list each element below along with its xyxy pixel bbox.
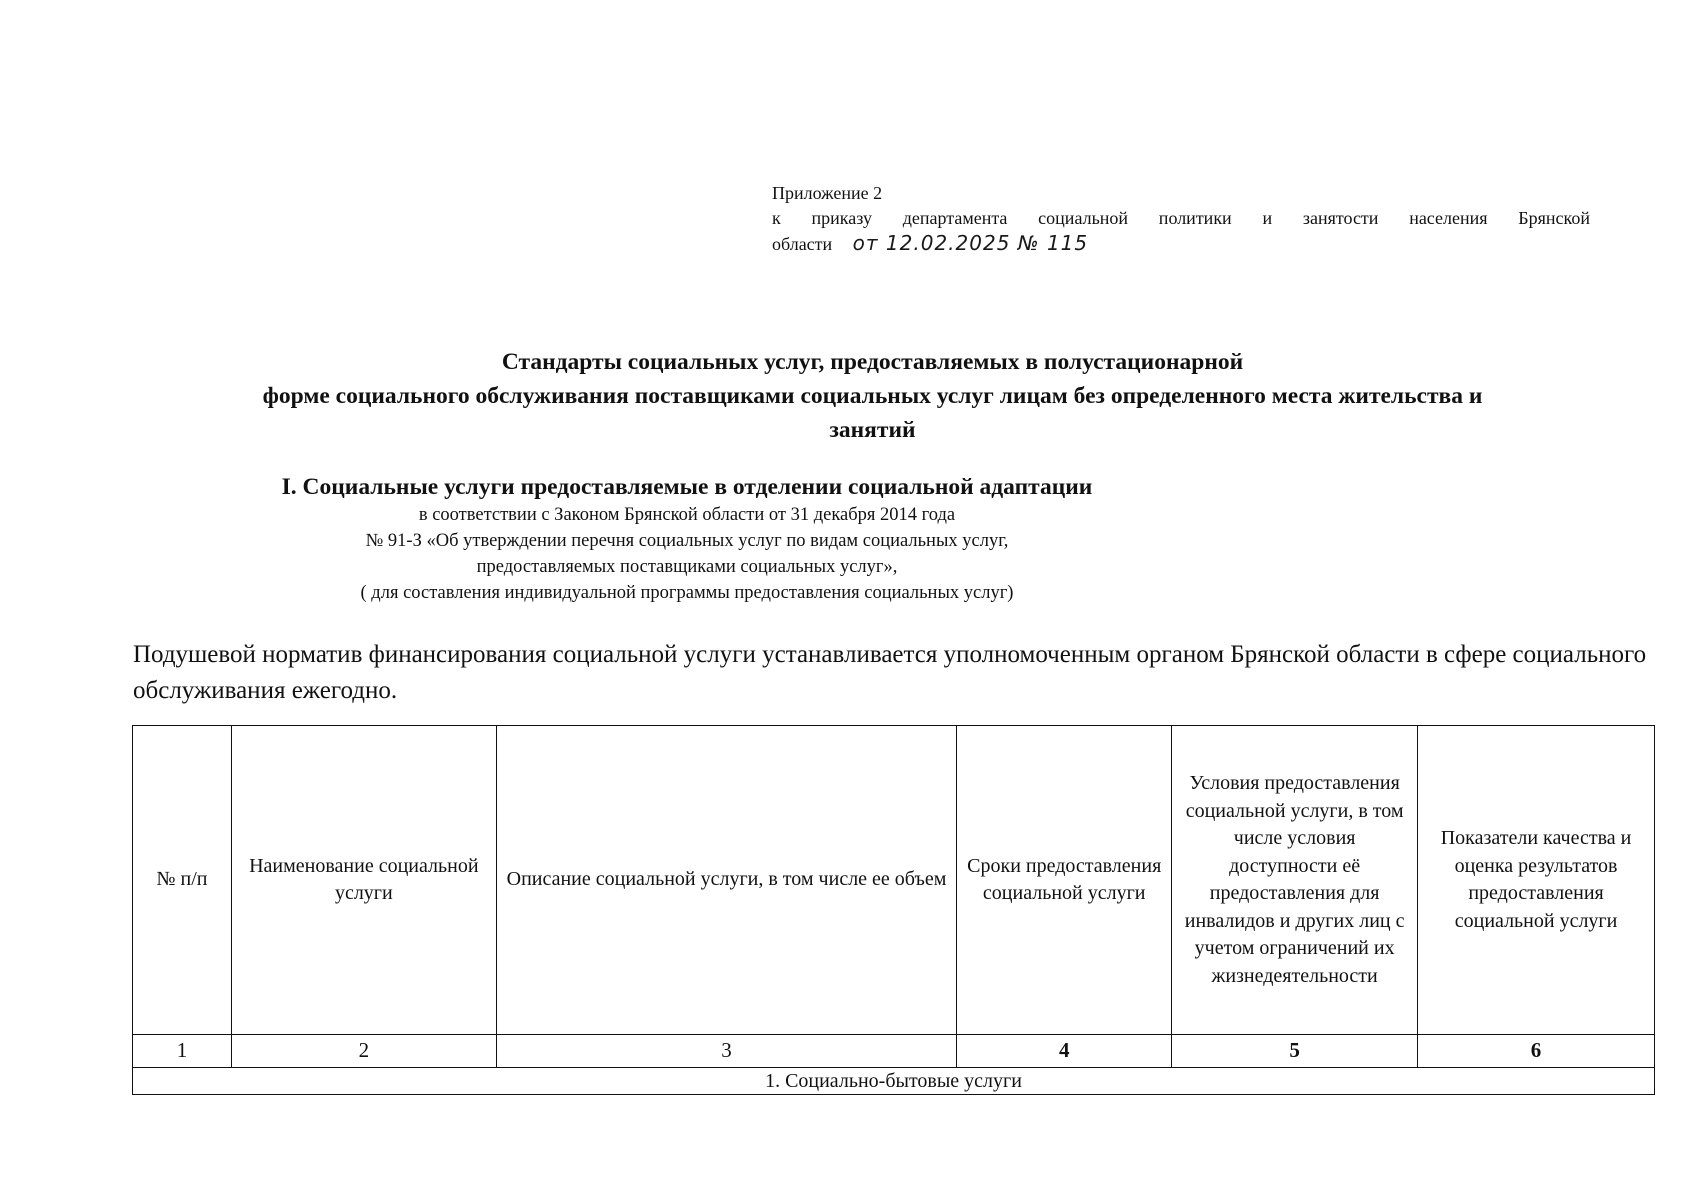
title-line-2: форме социального обслуживания поставщиками социальных услуг лицам без определенного места жительства и (262, 383, 1483, 409)
table-section-row (133, 1068, 1655, 1095)
header-description: Описание социальной услуги, в том числе ее объем (496, 726, 957, 1035)
header-conditions: Условия предоставления социальной услуги, в том числе условия доступности её предоставления для инвалидов и других лиц с учетом ограничений их жизнедеятельности (1172, 726, 1418, 1035)
appendix-block (772, 181, 1590, 257)
law-line-1: в соответствии с Законом Брянской области от 31 декабря 2014 года (418, 505, 956, 525)
standards-table (132, 725, 1655, 1095)
column-number-6: 6 (1418, 1035, 1655, 1068)
column-number-5: 5 (1172, 1035, 1418, 1068)
column-number-3: 3 (496, 1035, 957, 1068)
header-terms: Сроки предоставления социальной услуги (957, 726, 1172, 1035)
section-row-social-household: 1. Социально-бытовые услуги (133, 1068, 1655, 1095)
appendix-order-text: к приказу департамента социальной политики и занятости населения Брянской (772, 208, 1590, 228)
appendix-label: Приложение 2 (772, 183, 883, 203)
title-line-3: занятий (829, 417, 916, 443)
header-service-name: Наименование социальной услуги (231, 726, 496, 1035)
appendix-order-date-line (772, 231, 1590, 257)
title-line-1: Стандарты социальных услуг, предоставляемых в полустационарной (501, 349, 1244, 375)
column-number-1: 1 (133, 1035, 232, 1068)
financing-note: Подушевой норматив финансирования социальной услуги устанавливается уполномоченным органом Брянской области в сфере социального обслуживания ежегодно. (133, 641, 1647, 704)
law-line-3: предоставляемых поставщиками социальных услуг», (476, 557, 898, 577)
law-line-4: ( для составления индивидуальной программы предоставления социальных услуг) (360, 583, 1014, 603)
document-title (120, 345, 1625, 447)
column-number-2: 2 (231, 1035, 496, 1068)
table-header-row (133, 726, 1655, 1035)
handwritten-order-date: от 12.02.2025 № 115 (852, 231, 1089, 255)
law-reference (180, 502, 1194, 606)
header-number: № п/п (133, 726, 232, 1035)
section-title: I. Социальные услуги предоставляемые в отделении социальной адаптации (281, 474, 1093, 500)
law-line-2: № 91-З «Об утверждении перечня социальных услуг по видам социальных услуг, (365, 531, 1009, 551)
header-quality-indicators: Показатели качества и оценка результатов предоставления социальной услуги (1418, 726, 1655, 1035)
appendix-region-word: области (772, 234, 833, 254)
column-number-4: 4 (957, 1035, 1172, 1068)
column-number-row (133, 1035, 1655, 1068)
